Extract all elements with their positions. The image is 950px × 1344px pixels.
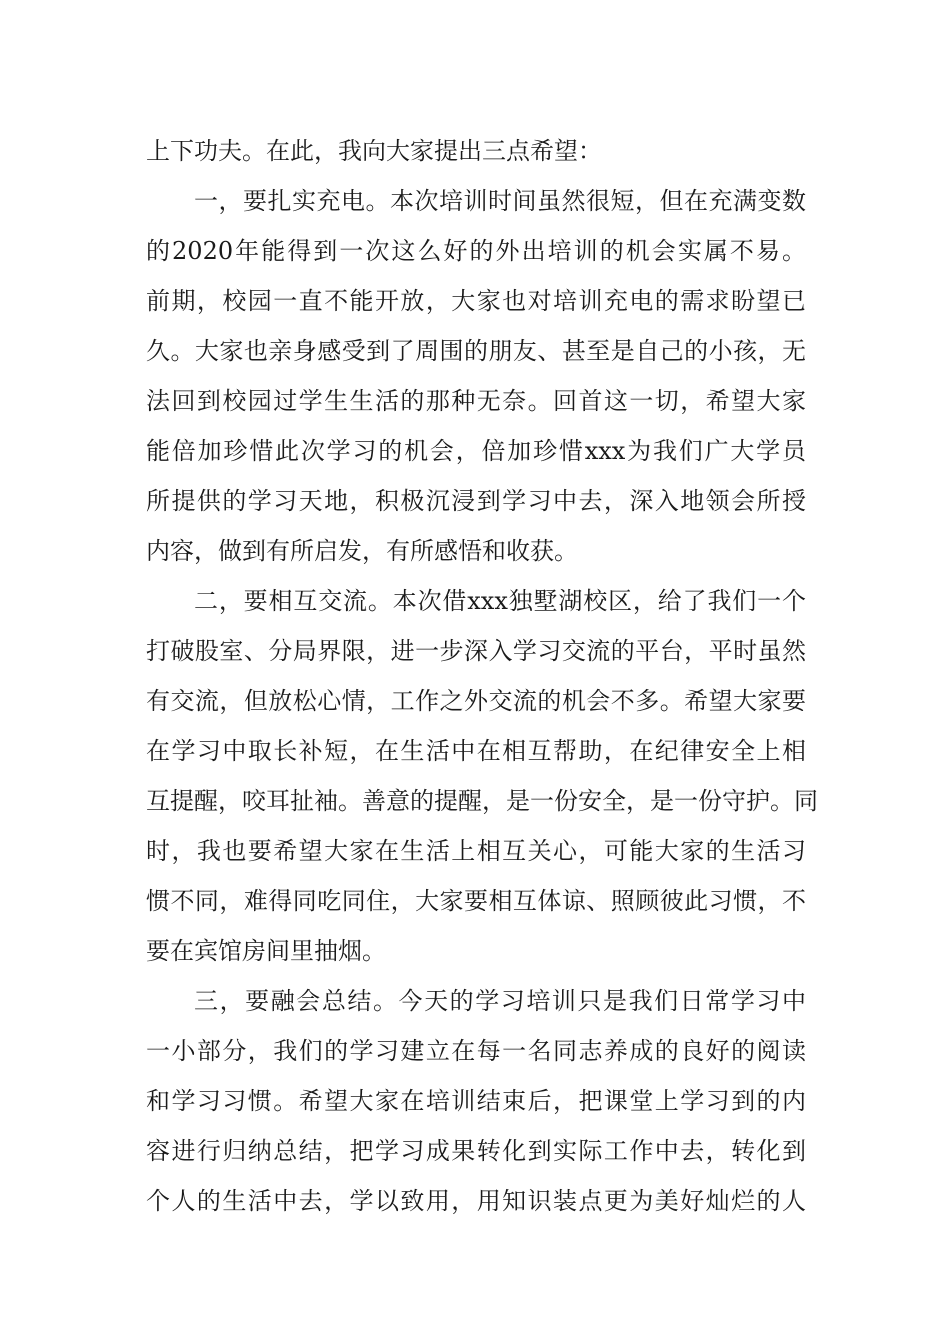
text-line: 前期，校园一直不能开放，大家也对培训充电的需求盼望已 bbox=[146, 287, 806, 315]
text-line: 能倍加珍惜此次学习的机会，倍加珍惜xxx为我们广大学员 bbox=[146, 437, 806, 465]
text-line: 一，要扎实充电。本次培训时间虽然很短，但在充满变数 bbox=[194, 187, 806, 215]
text-line: 容进行归纳总结，把学习成果转化到实际工作中去，转化到 bbox=[146, 1137, 806, 1165]
text-line: 久。大家也亲身感受到了周围的朋友、甚至是自己的小孩，无 bbox=[146, 337, 806, 365]
text-line: 的2020年能得到一次这么好的外出培训的机会实属不易。 bbox=[146, 237, 806, 265]
text-line: 在学习中取长补短，在生活中在相互帮助，在纪律安全上相 bbox=[146, 737, 806, 765]
text-line: 个人的生活中去，学以致用，用知识装点更为美好灿烂的人 bbox=[146, 1187, 806, 1215]
text-line: 所提供的学习天地，积极沉浸到学习中去，深入地领会所授 bbox=[146, 487, 806, 515]
text-line: 要在宾馆房间里抽烟。 bbox=[146, 937, 386, 965]
text-line: 上下功夫。在此，我向大家提出三点希望： bbox=[146, 137, 602, 165]
text-line: 法回到校园过学生生活的那种无奈。回首这一切，希望大家 bbox=[146, 387, 806, 415]
text-line: 有交流，但放松心情，工作之外交流的机会不多。希望大家要 bbox=[146, 687, 806, 715]
text-line: 打破股室、分局界限，进一步深入学习交流的平台，平时虽然 bbox=[146, 637, 806, 665]
text-line: 互提醒，咬耳扯袖。善意的提醒，是一份安全，是一份守护。同 bbox=[146, 787, 818, 815]
text-line: 三，要融会总结。今天的学习培训只是我们日常学习中 bbox=[194, 987, 806, 1015]
text-line: 和学习习惯。希望大家在培训结束后，把课堂上学习到的内 bbox=[146, 1087, 806, 1115]
text-line: 时，我也要希望大家在生活上相互关心，可能大家的生活习 bbox=[146, 837, 806, 865]
text-line: 惯不同，难得同吃同住，大家要相互体谅、照顾彼此习惯，不 bbox=[146, 887, 806, 915]
text-line: 一小部分，我们的学习建立在每一名同志养成的良好的阅读 bbox=[146, 1037, 806, 1065]
text-line: 二，要相互交流。本次借xxx独墅湖校区，给了我们一个 bbox=[194, 587, 806, 615]
document-body bbox=[146, 126, 818, 1226]
text-line: 内容，做到有所启发，有所感悟和收获。 bbox=[146, 537, 578, 565]
